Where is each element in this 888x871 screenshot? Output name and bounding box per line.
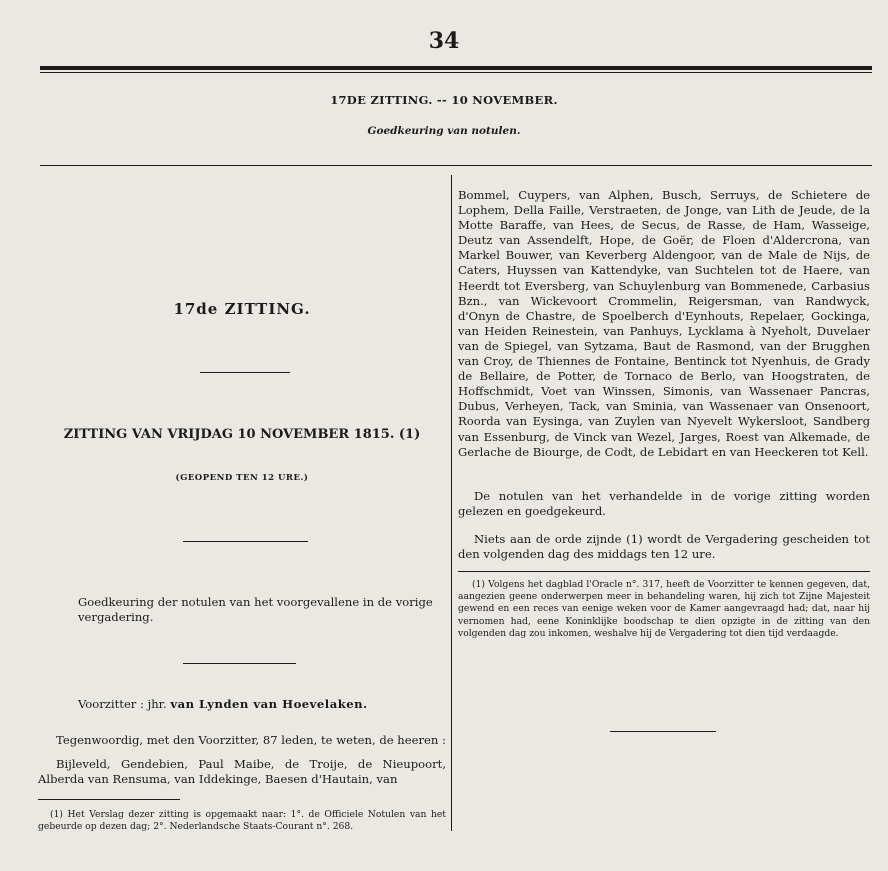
footnote-right: (1) Volgens het dagblad l'Oracle n°. 317, heeft de Voorzitter te kennen gegeven, dat, aangezien geene onderwerpen meer in behandeling waren, hij zich tot Zijne Majesteit gewend en een reces van eenige weken voor de Kamer aangevraagd had; dat, naar hij vernomen had, eene Koninklijke boodschap te dien opzigte in de zitting van den volgenden dag zou inkomen, weshalve hij de Vergadering tot dien tijd verdaagde.	[458, 579, 870, 639]
divider-3	[183, 663, 296, 664]
columns-top-rule	[40, 165, 872, 166]
footnote-rule-right	[458, 571, 870, 572]
footnote-rule-left	[38, 799, 180, 800]
meeting-title: ZITTING VAN VRIJDAG 10 NOVEMBER 1815. (1)	[63, 427, 421, 442]
footnote-left: (1) Het Verslag dezer zitting is opgemaakt naar: 1°. de Officiele Notulen van het gebeurde op dezen dag; 2°. Nederlandsche Staats-Courant n°. 268.	[38, 809, 446, 833]
session-heading: 17de ZITTING.	[173, 300, 311, 318]
divider-1	[200, 372, 290, 373]
chair-name: van Lynden van Hoevelaken.	[170, 697, 368, 711]
chair-label: Voorzitter : jhr.	[78, 697, 167, 711]
header-rule-thin	[40, 72, 872, 73]
page-number: 34	[428, 28, 460, 54]
session-title: 17DE ZITTING. -- 10 NOVEMBER.	[330, 93, 558, 107]
minutes-approved: De notulen van het verhandelde in de vorige zitting worden gelezen en goedgekeurd.	[458, 489, 870, 519]
end-rule	[610, 731, 716, 732]
agenda-item: Goedkeuring der notulen van het voorgevallene in de vorige vergadering.	[78, 595, 433, 625]
column-divider	[451, 175, 452, 831]
members-list-start: Bijleveld, Gendebien, Paul Maibe, de Troije, de Nieupoort, Alberda van Rensuma, van Iddekinge, Baesen d'Hautain, van	[38, 757, 446, 787]
members-list-continued: Bommel, Cuypers, van Alphen, Busch, Serruys, de Schietere de Lophem, Della Faille, Verstraeten, de Jonge, van Lith de Jeude, de la Motte Baraffe, van Hees, de Secus, de Rasse, de Ham, Wasseige, Deutz van Assendelft, Hope, de Goër, de Floen d'Aldercrona, van Markel Bouwer, van Keverberg Aldengoor, van de Male de Nijs, de Caters, Huyssen van Kattendyke, van Suchtelen tot de Haere, van Heerdt tot Eversberg, van Schuylenburg van Bommenede, Carbasius Bzn., van Wickevoort Crommelin, Reigersman, van Randwyck, d'Onyn de Chastre, de Spoelberch d'Eynhouts, Repelaer, Gockinga, van Heiden Reinestein, van Panhuys, Lycklama à Nyeholt, Duvelaer van de Spiegel, van Sytzama, Baut de Rasmond, van der Brugghen van Croy, de Thiennes de Fontaine, Bentinck tot Nyenhuis, de Grady de Bellaire, de Potter, de Tornaco de Berlo, van Hoogstraten, de Hoffschmidt, Voet van Winssen, Simonis, van Wassenaer Pancras, Dubus, Verheyen, Tack, van Sminia, van Wassenaer van Onsenoort, Roorda van Eysinga, van Zuylen van Nyevelt Wykersloot, Sandberg van Essenburg, de Vinck van Wezel, Jarges, Roest van Alkemade, de Gerlache de Biourge, de Codt, de Lebidart en van Heeckeren tot Kell.	[458, 188, 870, 459]
header-rule-thick	[40, 66, 872, 70]
divider-2	[183, 541, 308, 542]
present-line: Tegenwoordig, met den Voorzitter, 87 leden, te weten, de heeren :	[56, 733, 446, 747]
subtitle: Goedkeuring van notulen.	[367, 125, 521, 137]
adjournment: Niets aan de orde zijnde (1) wordt de Vergadering gescheiden tot den volgenden dag des middags ten 12 ure.	[458, 532, 870, 562]
opened-time: (GEOPEND TEN 12 URE.)	[175, 473, 309, 483]
